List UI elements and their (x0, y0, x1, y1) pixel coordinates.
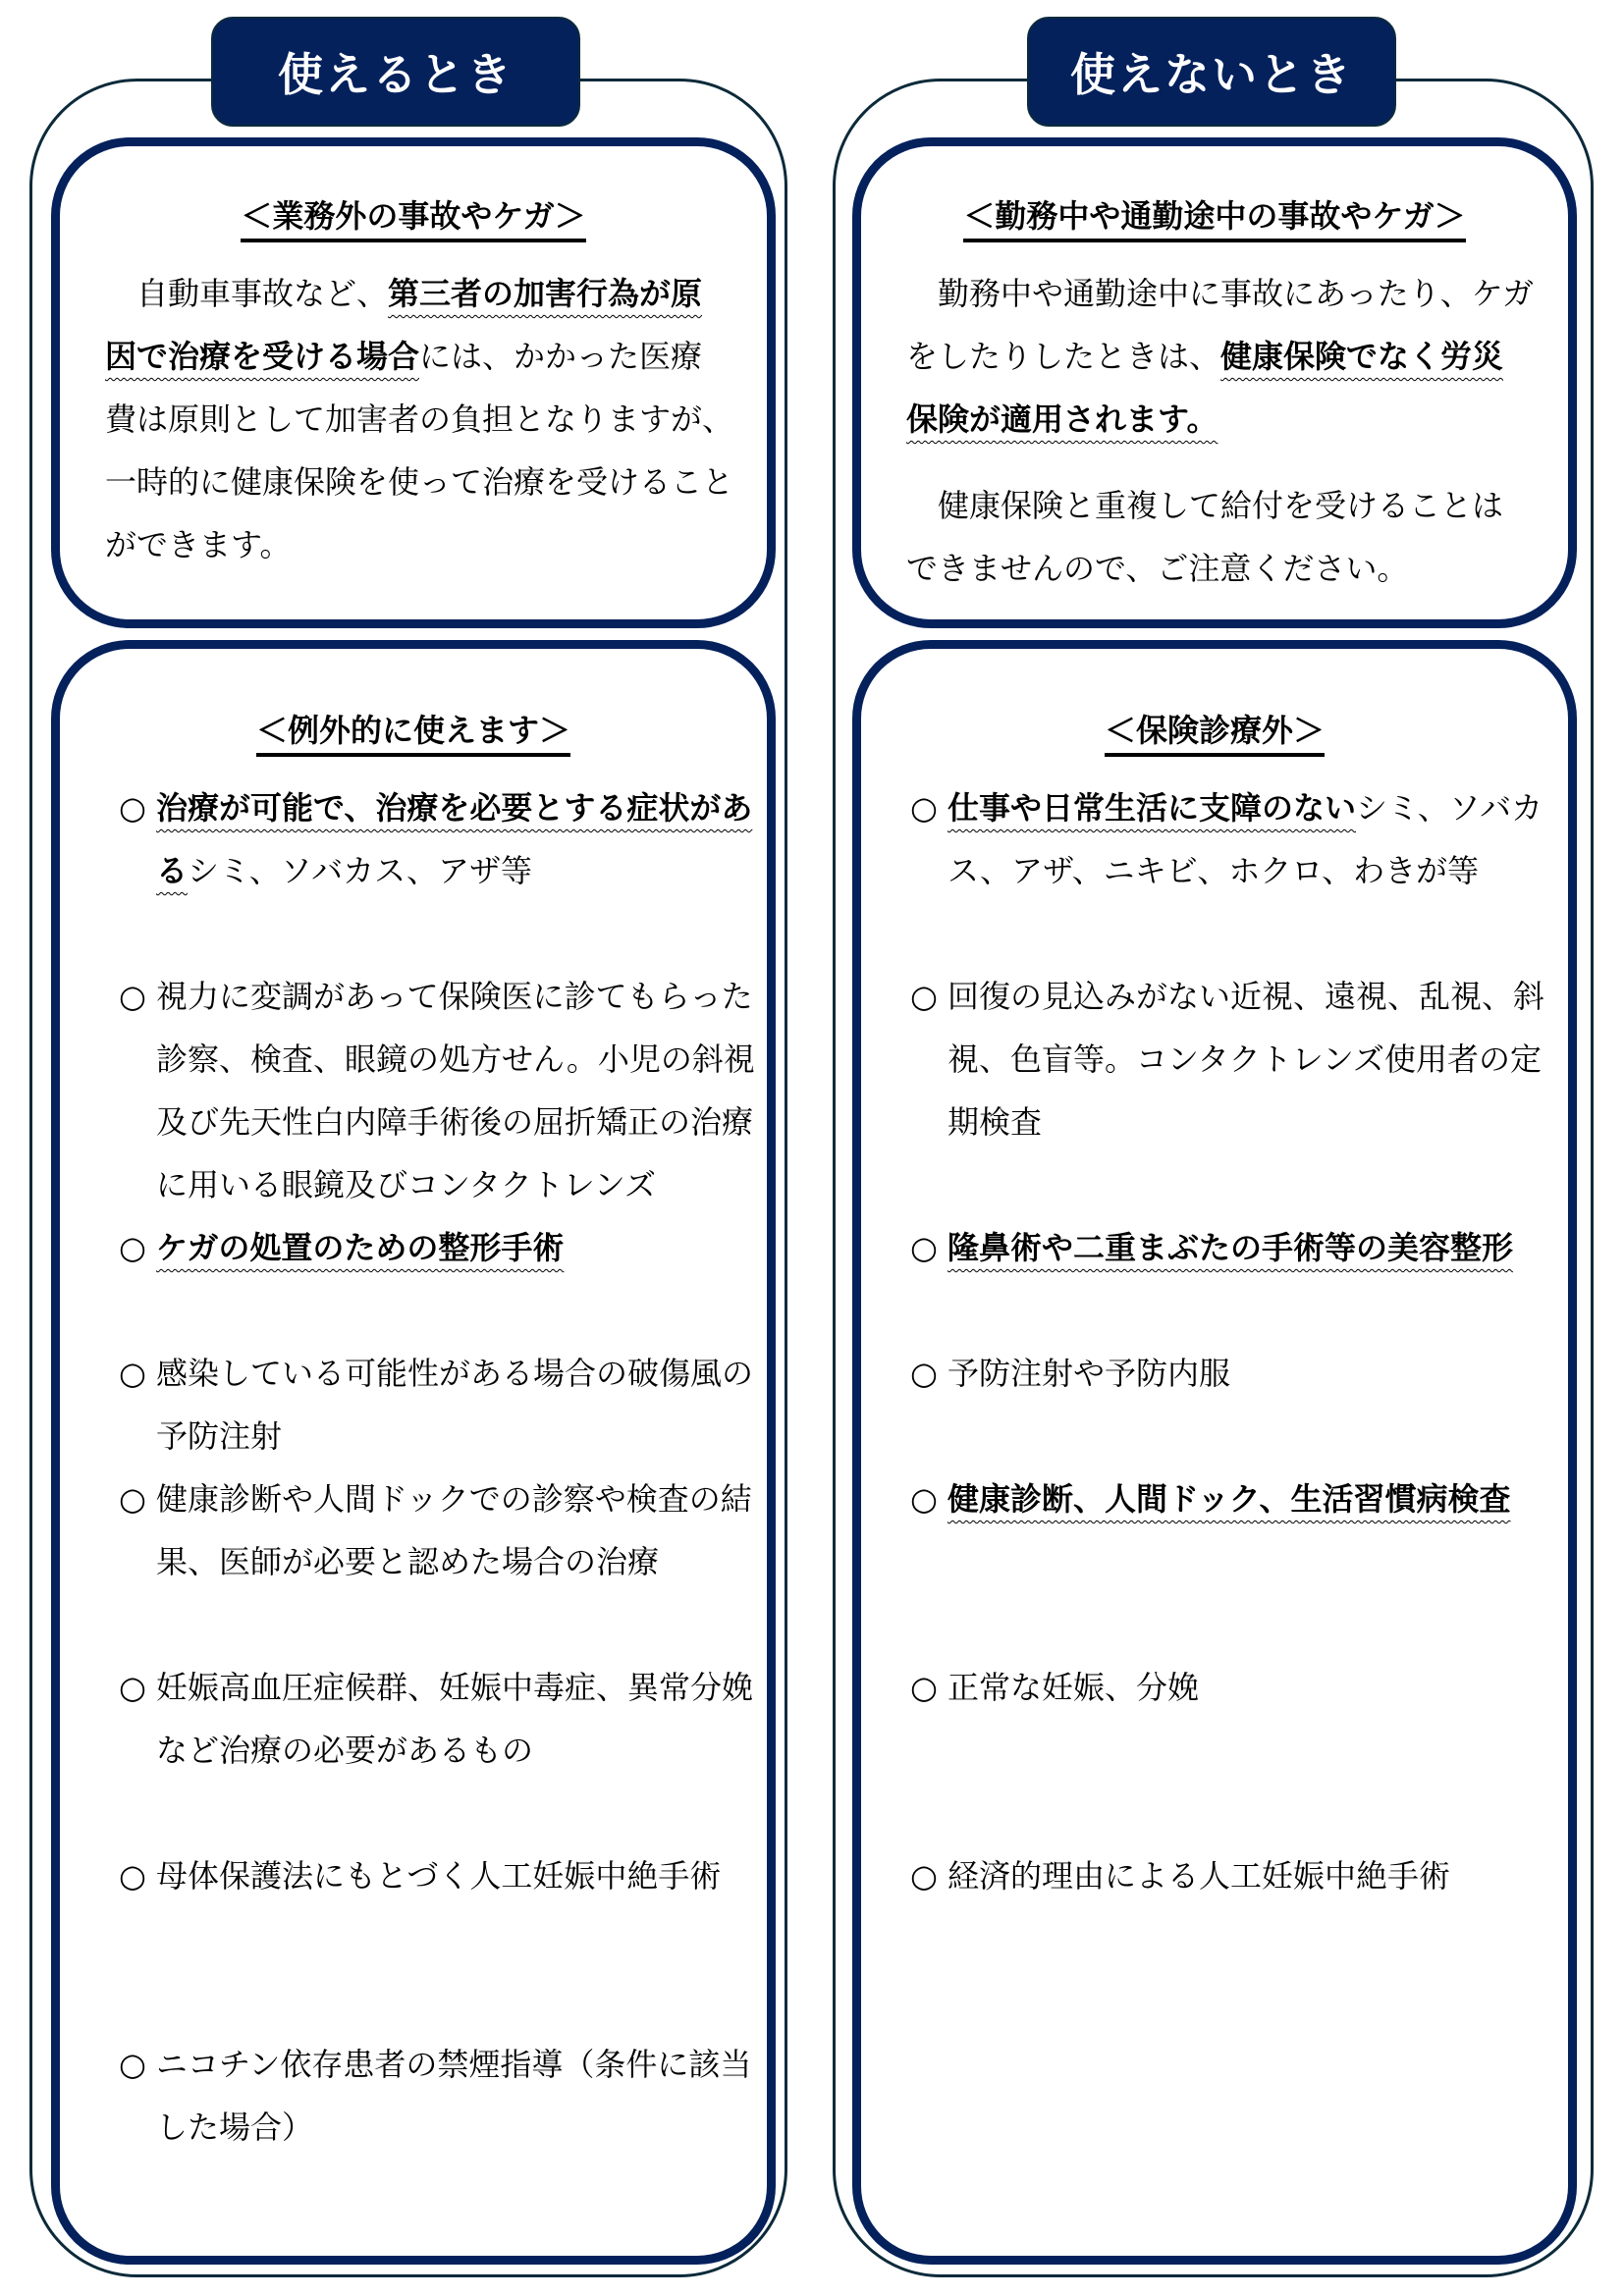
list-item: ○ ケガの処置のための整形手術 (119, 1216, 755, 1279)
list-item: ○ 健康診断や人間ドックでの診察や検査の結果、医師が必要と認めた場合の治療 (119, 1468, 755, 1593)
circle-bullet-icon: ○ (119, 789, 146, 827)
right-top-paragraph-2 (906, 474, 1535, 600)
right-top-paragraph-1 (906, 262, 1535, 451)
paragraph-text-post: には、かかった医療費は原則として加害者の負担となりますが、一時的に健康保険を使って治療を受けることができます。 (105, 338, 734, 563)
right-bottom-box (852, 640, 1577, 2265)
list-item: ○ 母体保護法にもとづく人工妊娠中絶手術 (119, 1844, 755, 1907)
left-column-title-text: 使えるとき (278, 48, 514, 101)
left-top-heading (60, 191, 767, 237)
left-top-box (51, 137, 776, 628)
circle-bullet-icon: ○ (119, 1229, 146, 1266)
list-item: ○ 予防注射や予防内服 (910, 1342, 1556, 1405)
paragraph-emphasis: 健康保険でなく労災保険が適用されます。 (906, 338, 1504, 438)
paragraph-text-pre: 勤務中や通勤途中に事故にあったり、ケガをしたりしたときは、 (906, 275, 1535, 375)
list-item: ○ 治療が可能で、治療を必要とする症状があるシミ、ソバカス、アザ等 (119, 776, 755, 902)
right-bottom-heading (861, 706, 1568, 751)
circle-bullet-icon: ○ (910, 1355, 938, 1392)
list-item: ○ 感染している可能性がある場合の破傷風の予防注射 (119, 1342, 755, 1468)
right-top-box (852, 137, 1577, 628)
list-item: ○ 視力に変調があって保険医に診てもらった診察、検査、眼鏡の処方せん。小児の斜視及び先天性白内障手術後の屈折矯正の治療に用いる眼鏡及びコンタクトレンズ (119, 965, 755, 1216)
right-top-heading-text: ＜勤務中や通勤途中の事故やケガ＞ (963, 197, 1465, 242)
list-item: ○ 妊娠高血圧症候群、妊娠中毒症、異常分娩など治療の必要があるもの (119, 1656, 755, 1782)
circle-bullet-icon: ○ (119, 1857, 146, 1895)
paragraph-text: 健康保険と重複して給付を受けることはできませんので、ご注意ください。 (906, 487, 1504, 587)
circle-bullet-icon: ○ (910, 1669, 938, 1706)
left-bottom-heading (60, 706, 767, 751)
circle-bullet-icon: ○ (119, 1355, 146, 1392)
list-item: ○ 隆鼻術や二重まぶたの手術等の美容整形 (910, 1216, 1556, 1279)
left-bottom-box (51, 640, 776, 2265)
list-item: ○ ニコチン依存患者の禁煙指導（条件に該当した場合） (119, 2033, 755, 2159)
circle-bullet-icon: ○ (910, 1857, 938, 1895)
left-top-paragraph (105, 262, 733, 576)
left-top-heading-text: ＜業務外の事故やケガ＞ (241, 197, 585, 242)
circle-bullet-icon: ○ (119, 978, 146, 1015)
circle-bullet-icon: ○ (119, 2046, 146, 2083)
circle-bullet-icon: ○ (119, 1480, 146, 1518)
paragraph-text-pre: 自動車事故など、 (136, 275, 389, 312)
list-item: ○ 正常な妊娠、分娩 (910, 1656, 1556, 1719)
list-item: ○ 健康診断、人間ドック、生活習慣病検査 (910, 1468, 1556, 1530)
list-item: ○ 回復の見込みがない近視、遠視、乱視、斜視、色盲等。コンタクトレンズ使用者の定期検査 (910, 965, 1556, 1153)
right-top-heading (861, 191, 1568, 237)
right-column-title-text: 使えないとき (1070, 48, 1353, 101)
list-item: ○ 仕事や日常生活に支障のないシミ、ソバカス、アザ、ニキビ、ホクロ、わきが等 (910, 776, 1556, 902)
circle-bullet-icon: ○ (910, 789, 938, 827)
list-item: ○ 経済的理由による人工妊娠中絶手術 (910, 1844, 1556, 1907)
right-bottom-heading-text: ＜保険診療外＞ (1105, 712, 1325, 757)
circle-bullet-icon: ○ (910, 978, 938, 1015)
right-column-title (1027, 17, 1396, 127)
paragraph-emphasis: 第三者の加害行為が原因で治療を受ける場合 (105, 275, 703, 375)
circle-bullet-icon: ○ (119, 1669, 146, 1706)
circle-bullet-icon: ○ (910, 1229, 938, 1266)
left-column-title (211, 17, 580, 127)
circle-bullet-icon: ○ (910, 1480, 938, 1518)
left-bottom-heading-text: ＜例外的に使えます＞ (256, 712, 570, 757)
